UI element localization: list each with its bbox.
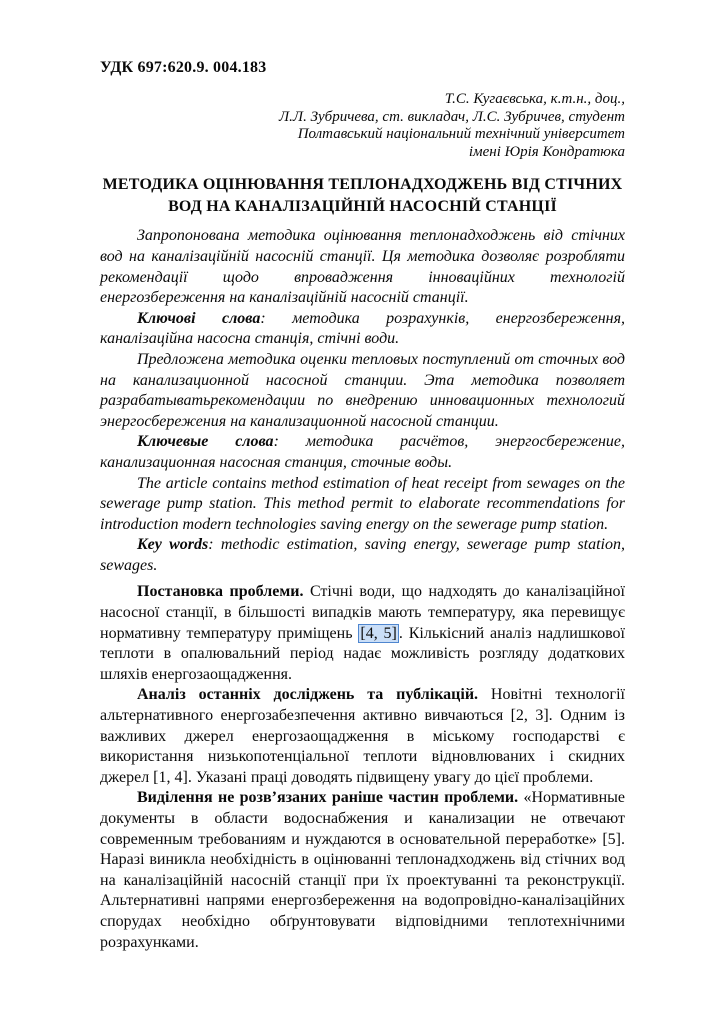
paper-title-line-1: МЕТОДИКА ОЦІНЮВАННЯ ТЕПЛОНАДХОДЖЕНЬ ВІД СТІЧНИХ: [102, 176, 623, 194]
paper-title: [100, 174, 625, 217]
paper-title-line-2: ВОД НА КАНАЛІЗАЦІЙНІЙ НАСОСНІЙ СТАНЦІЇ: [168, 197, 557, 215]
keywords-ukrainian-text: : методика розрахунків, енергозбереження, каналізаційна насосна станція, стічні води.: [100, 309, 626, 348]
paragraph-recent-research: [100, 685, 625, 788]
recent-research-text: Новітні технології альтернативного енергозабезпечення активно вивчаються [2, 3]. Одним із важливих джерел енергозаощадження в міському господарстві є використання низькопотенціальної теплоти відновлюваних і скидних джерел [1, 4]. Указані праці доводять підвищену увагу до цієї проблеми.: [100, 686, 625, 786]
author-line-1: Т.С. Кугаєвська, к.т.н., доц.,: [444, 91, 625, 107]
abstract-english: The article contains method estimation of heat receipt from sewages on the sewerage pump station. This method permit to elaborate recommendations for introduction modern technologies saving energy on the sewerage pump station.: [100, 474, 625, 533]
problem-statement-text: Стічні води, що надходять до каналізаційної насосної станції, в більшості випадків мають температуру, яка перевищує нормативну температуру приміщень: [100, 583, 626, 642]
paragraph-problem-statement: [100, 582, 625, 685]
author-line-3: Полтавський національний технічний університет: [297, 126, 625, 143]
unsolved-parts-heading: Виділення не розв’язаних раніше частин проблеми.: [137, 789, 519, 807]
author-block: [100, 91, 625, 161]
keywords-ukrainian: [100, 309, 625, 350]
paragraph-unsolved-parts: [100, 788, 625, 953]
paper-content: [100, 226, 625, 953]
author-line-4: імені Юрія Кондратюка: [468, 143, 625, 160]
citation-link-4-5[interactable]: [4, 5]: [360, 624, 397, 642]
unsolved-parts-text: «Нормативные документы в области водоснабжения и канализации не отвечают современным требованиям и нуждаются в основательной переработке» [5]. Наразі виникла необхідність в оцінюванні теплонадходжень від стічних вод на каналізаційній насосній станції при їх проектуванні та реконструкції. Альтернативні напрями енергозбереження на водопровідно-каналізаційних спорудах необхідно обґрунтовувати відповідними теплотехнічними розрахунками.: [100, 789, 625, 951]
keywords-russian: [100, 432, 625, 473]
keywords-ukrainian-label: Ключові слова: [137, 309, 261, 327]
udk-code: УДК 697:620.9. 004.183: [100, 59, 267, 76]
problem-statement-text-after: . Кількісний аналіз надлишкової теплоти в опалювальний період надає можливість розгляду додаткових шляхів енергозаощадження.: [100, 624, 626, 683]
keywords-english-label: Key words: [137, 536, 209, 554]
problem-statement-heading: Постановка проблеми.: [137, 583, 304, 601]
keywords-english-text: : methodic estimation, saving energy, sewerage pump station, sewages.: [100, 536, 626, 574]
body-section: [100, 582, 625, 953]
author-line-2: Л.Л. Зубричева, ст. викладач, Л.С. Зубричев, студент: [279, 108, 625, 125]
abstract-russian: Предложена методика оценки тепловых поступлений от сточных вод на канализационной насосной станции. Эта методика позволяет разрабатыватьрекомендации по внедрению инновационных технологий энергосбережения на канализационной насосной станции.: [100, 350, 625, 430]
keywords-russian-text: : методика расчётов, энергосбережение, канализационная насосная станция, сточные воды.: [100, 433, 626, 471]
abstract-ukrainian: Запропонована методика оцінювання теплонадходжень від стічних вод на каналізаційній насосній станції. Ця методика дозволяє розробляти рекомендації щодо впровадження інноваційних технологій енергозбереження на каналізаційній насосній станції.: [100, 227, 625, 307]
recent-research-heading: Аналіз останніх досліджень та публікацій.: [137, 686, 479, 704]
keywords-russian-label: Ключевые слова: [137, 433, 274, 451]
keywords-english: [100, 535, 625, 576]
